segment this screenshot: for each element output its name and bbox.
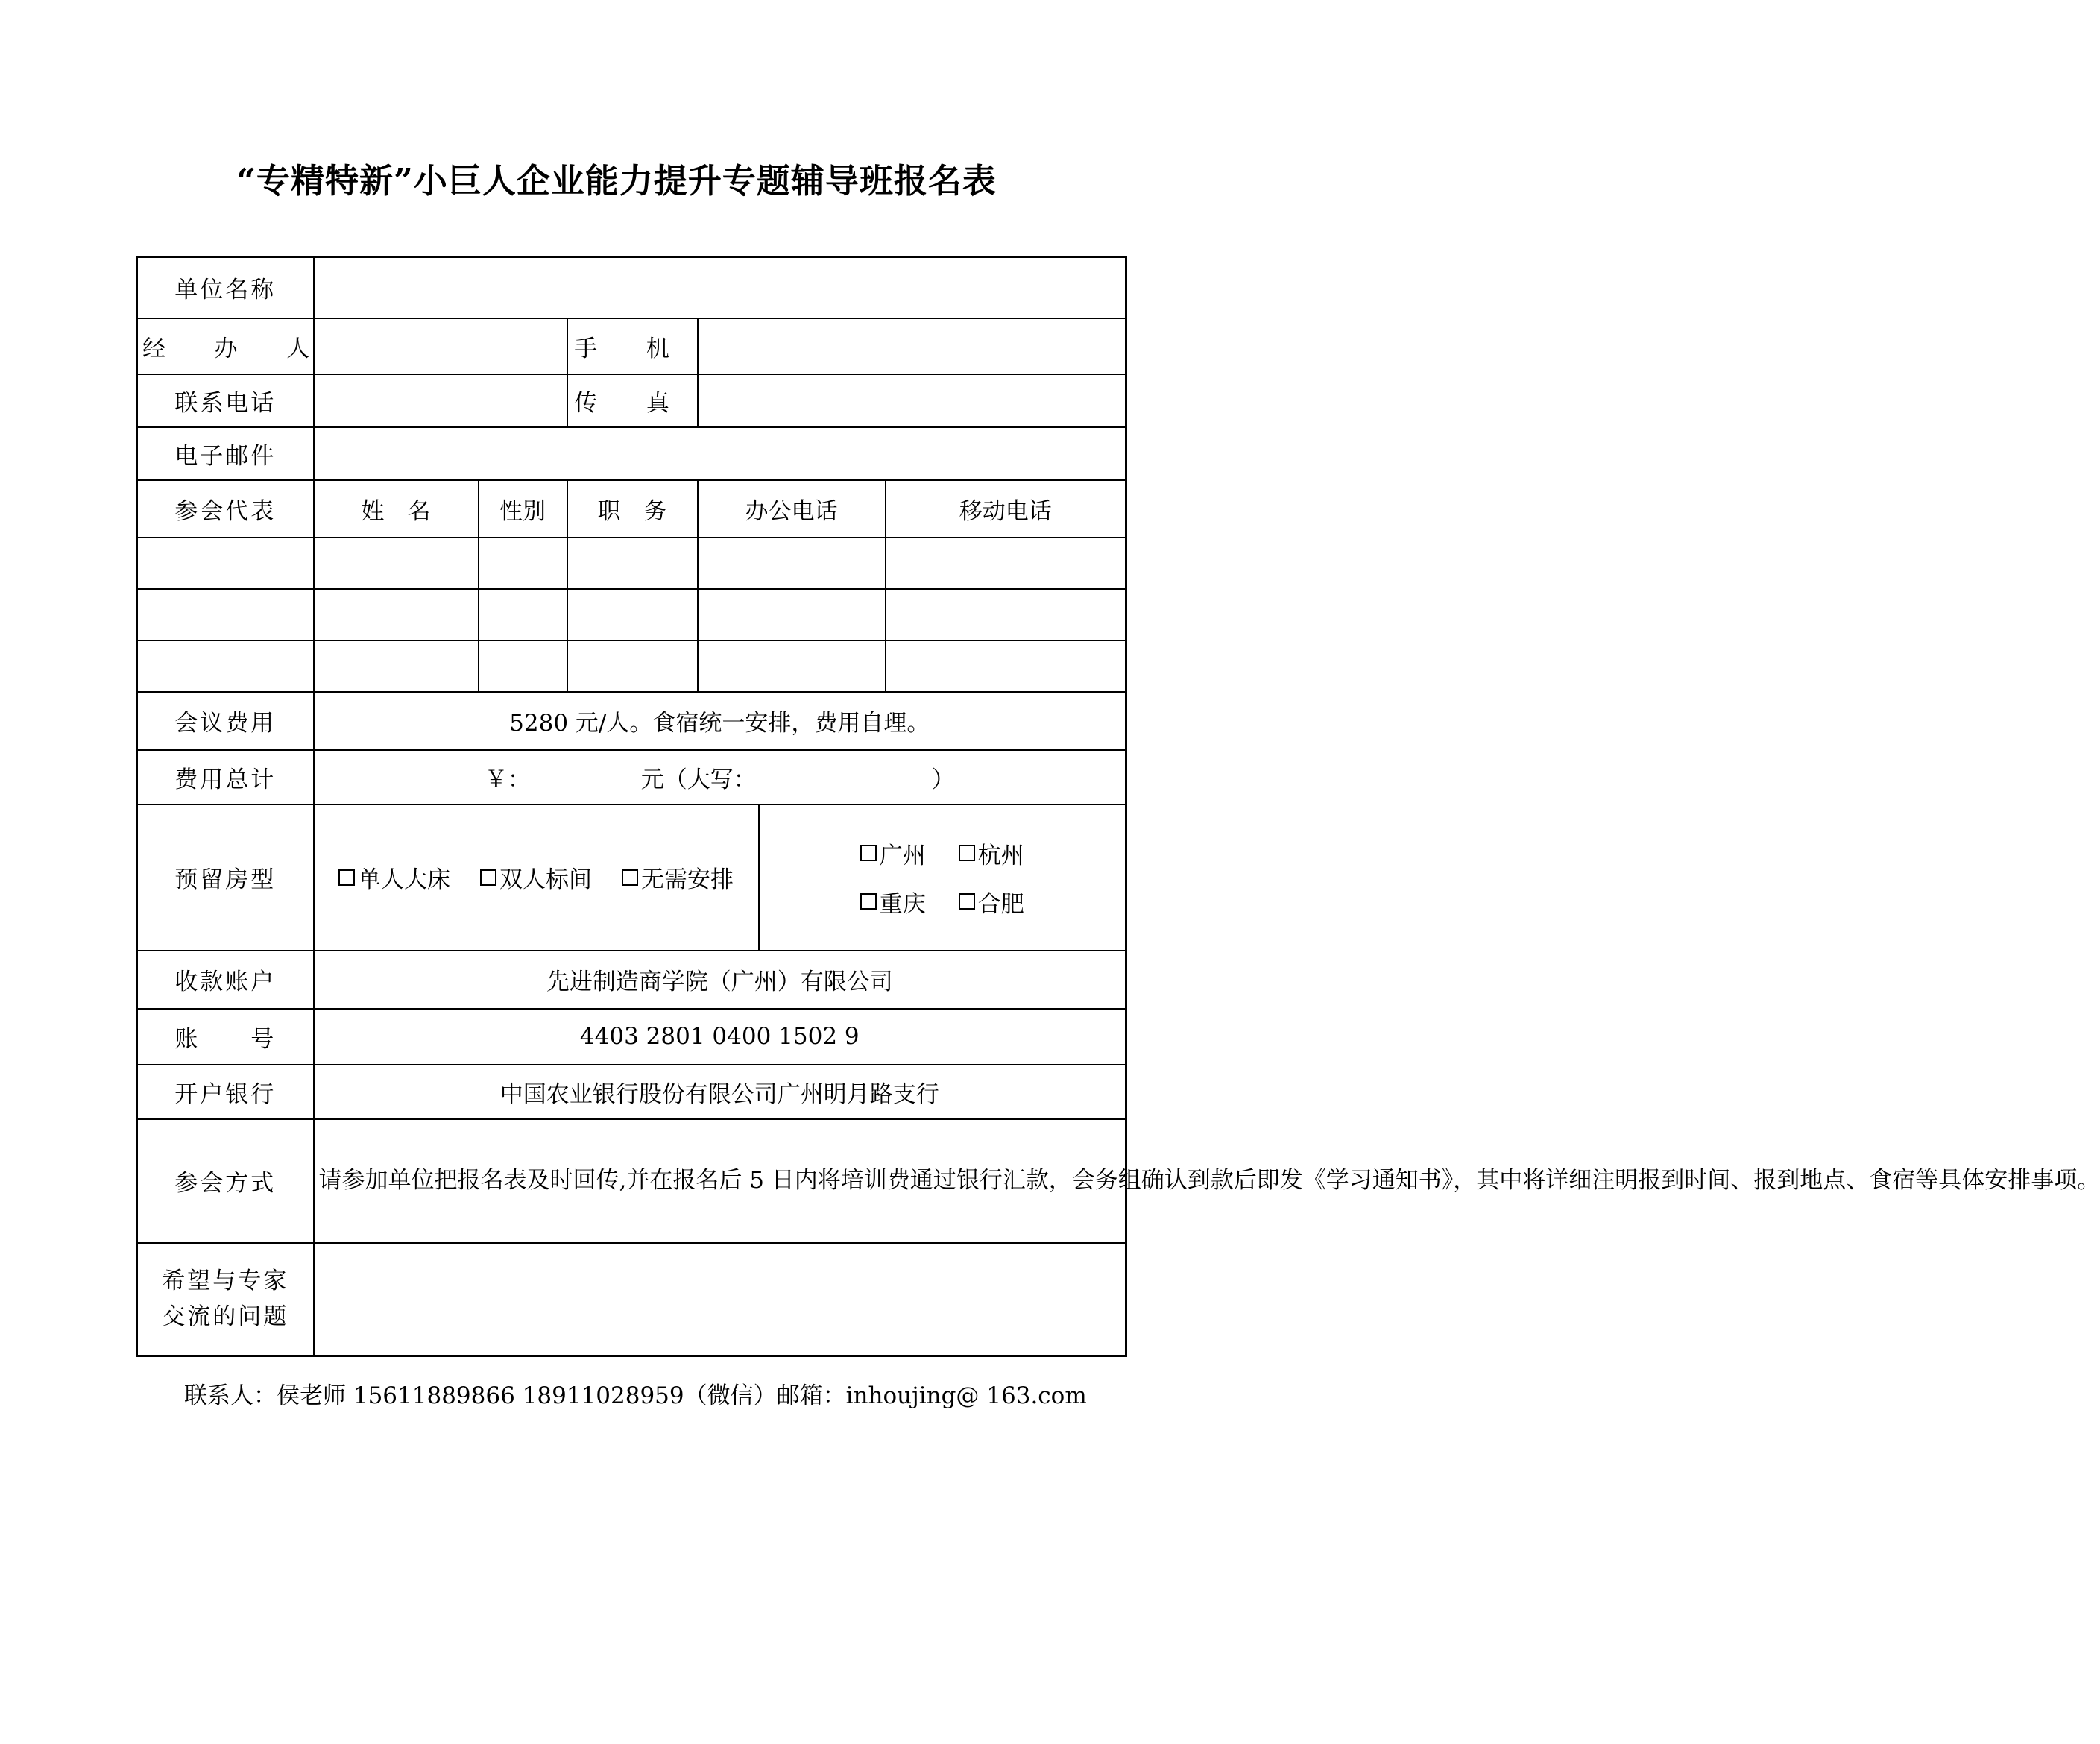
checkbox-icon xyxy=(480,869,496,886)
city-option-guangzhou[interactable]: 广州 xyxy=(860,837,926,870)
yuan-label: 元（大写： xyxy=(640,766,757,793)
delegate-cell[interactable] xyxy=(886,589,1126,640)
unit-name-label: 单位名称 xyxy=(137,257,314,318)
delegate-row xyxy=(137,589,1126,640)
fee-label: 会议费用 xyxy=(137,692,314,750)
city-options xyxy=(759,805,1126,951)
fee-total-label: 费用总计 xyxy=(137,750,314,805)
delegate-row xyxy=(137,538,1126,589)
yen-label: ￥： xyxy=(484,766,531,793)
delegate-cell[interactable] xyxy=(567,589,698,640)
delegate-header-name: 姓 名 xyxy=(314,480,479,538)
delegate-cell[interactable] xyxy=(886,538,1126,589)
delegates-label: 参会代表 xyxy=(137,480,314,538)
delegate-header-mobile: 移动电话 xyxy=(886,480,1126,538)
account-value: 4403 2801 0400 1502 9 xyxy=(314,1009,1126,1065)
payee-label: 收款账户 xyxy=(137,951,314,1009)
handler-label: 经 办 人 xyxy=(137,318,314,374)
method-text: 请参加单位把报名表及时回传,并在报名后 5 日内将培训费通过银行汇款，会务组确认到款后即发《学习通知书》，其中将详细注明报到时间、报到地点、食宿等具体安排事项。 xyxy=(314,1119,1126,1243)
fee-total-field[interactable] xyxy=(314,750,1126,805)
registration-form xyxy=(136,256,2100,1357)
delegate-cell[interactable] xyxy=(137,589,314,640)
contact-info: 联系人：侯老师 15611889866 18911028959（微信）邮箱：inhoujing@ 163.com xyxy=(184,1382,1087,1409)
close-paren: ） xyxy=(931,766,955,793)
handler-field[interactable] xyxy=(314,318,567,374)
phone-field[interactable] xyxy=(314,374,567,427)
delegate-cell[interactable] xyxy=(479,538,567,589)
email-field[interactable] xyxy=(314,427,1126,480)
delegate-cell[interactable] xyxy=(886,640,1126,692)
delegate-header-office-phone: 办公电话 xyxy=(698,480,886,538)
delegate-cell[interactable] xyxy=(479,640,567,692)
questions-label: 希望与专家 交流的问题 xyxy=(137,1243,314,1356)
delegate-cell[interactable] xyxy=(314,589,479,640)
delegate-cell[interactable] xyxy=(314,640,479,692)
checkbox-icon xyxy=(860,893,877,910)
checkbox-icon xyxy=(338,869,355,886)
delegate-cell[interactable] xyxy=(137,640,314,692)
payee-value: 先进制造商学院（广州）有限公司 xyxy=(314,951,1126,1009)
room-options xyxy=(314,805,759,951)
fax-label: 传 真 xyxy=(567,374,698,427)
bank-label: 开户银行 xyxy=(137,1065,314,1119)
room-option-twin[interactable]: 双人标间 xyxy=(480,860,592,894)
account-label: 账 号 xyxy=(137,1009,314,1065)
delegate-header-title: 职 务 xyxy=(567,480,698,538)
delegate-cell[interactable] xyxy=(567,538,698,589)
room-label: 预留房型 xyxy=(137,805,314,951)
delegate-cell[interactable] xyxy=(698,640,886,692)
mobile-label: 手 机 xyxy=(567,318,698,374)
mobile-field[interactable] xyxy=(698,318,1126,374)
fax-field[interactable] xyxy=(698,374,1126,427)
form-title: “专精特新”小巨人企业能力提升专题辅导班报名表 xyxy=(236,161,997,201)
delegate-cell[interactable] xyxy=(479,589,567,640)
delegate-cell[interactable] xyxy=(314,538,479,589)
delegate-header-gender: 性别 xyxy=(479,480,567,538)
delegate-cell[interactable] xyxy=(698,538,886,589)
checkbox-icon xyxy=(959,893,975,910)
checkbox-icon xyxy=(959,845,975,861)
city-option-hefei[interactable]: 合肥 xyxy=(959,885,1024,919)
room-option-none[interactable]: 无需安排 xyxy=(622,860,734,894)
method-label: 参会方式 xyxy=(137,1119,314,1243)
unit-name-field[interactable] xyxy=(314,257,1126,318)
fee-value: 5280 元/人。食宿统一安排，费用自理。 xyxy=(314,692,1126,750)
delegate-row xyxy=(137,640,1126,692)
phone-label: 联系电话 xyxy=(137,374,314,427)
email-label: 电子邮件 xyxy=(137,427,314,480)
room-option-single[interactable]: 单人大床 xyxy=(338,860,450,894)
delegate-cell[interactable] xyxy=(137,538,314,589)
delegate-cell[interactable] xyxy=(698,589,886,640)
delegate-cell[interactable] xyxy=(567,640,698,692)
questions-field[interactable] xyxy=(314,1243,1126,1356)
checkbox-icon xyxy=(860,845,877,861)
checkbox-icon xyxy=(622,869,638,886)
bank-value: 中国农业银行股份有限公司广州明月路支行 xyxy=(314,1065,1126,1119)
city-option-chongqing[interactable]: 重庆 xyxy=(860,885,926,919)
city-option-hangzhou[interactable]: 杭州 xyxy=(959,837,1024,870)
